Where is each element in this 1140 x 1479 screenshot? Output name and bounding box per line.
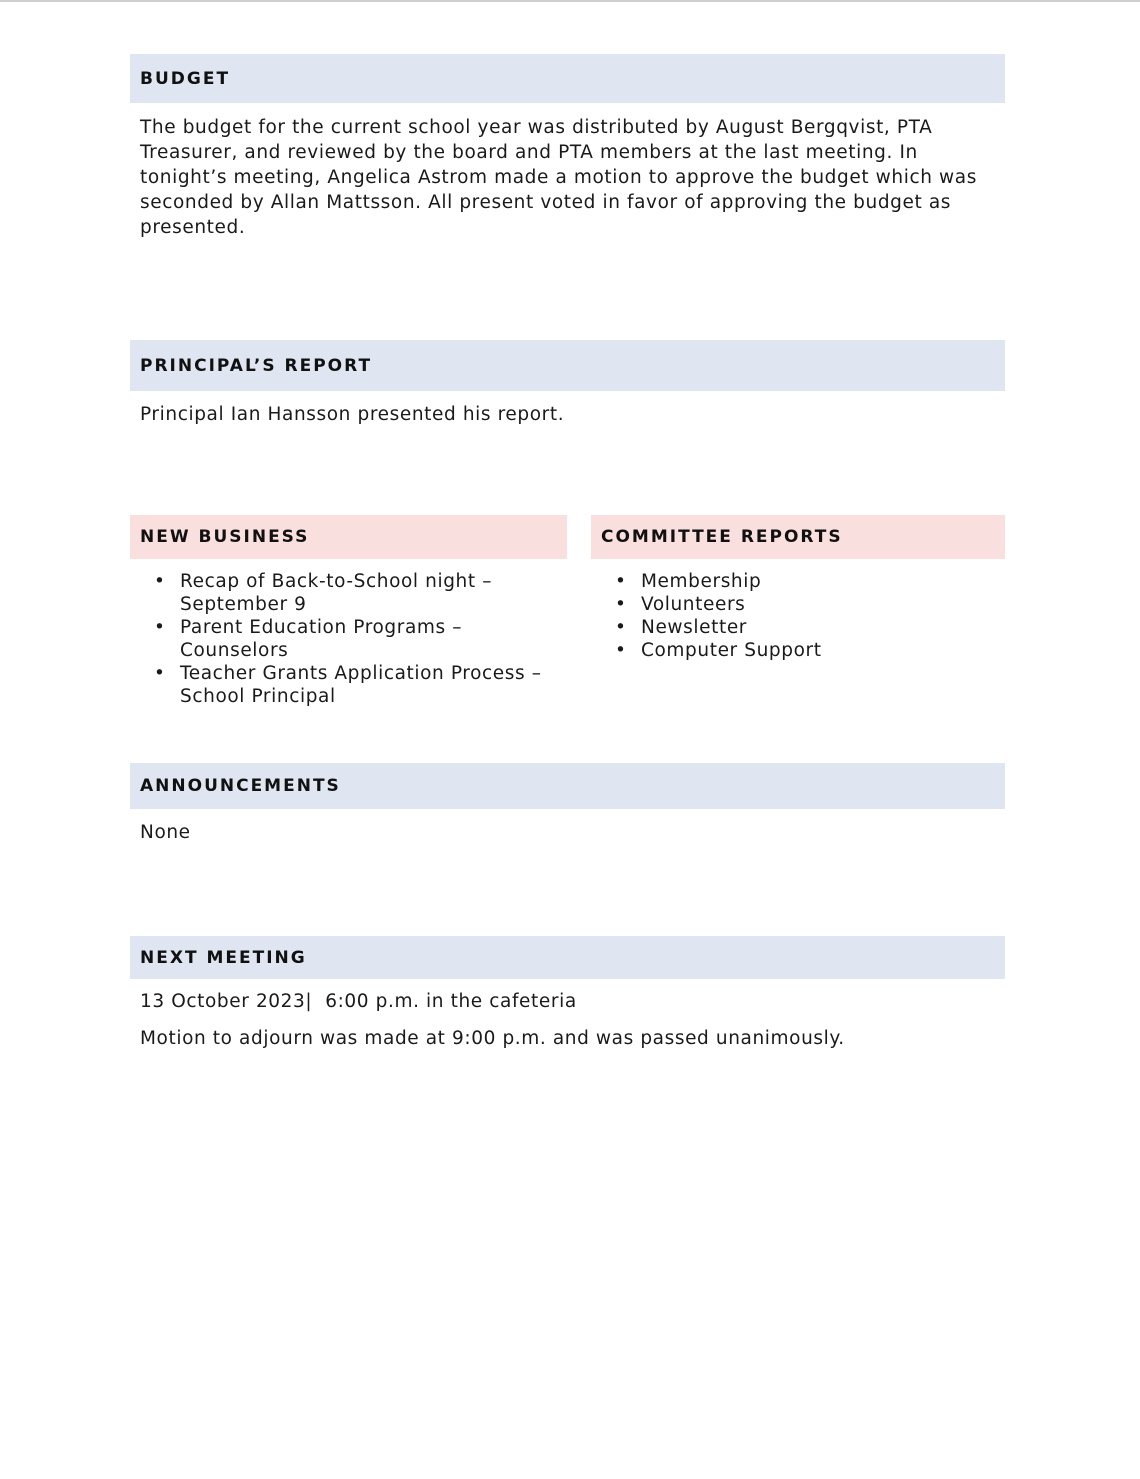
announcements-title: ANNOUNCEMENTS [140,776,341,796]
list-item-text: Membership [641,571,762,592]
list-item: • Volunteers [615,594,746,615]
committee-reports-title: COMMITTEE REPORTS [601,527,843,547]
list-item: • Parent Education Programs – Counselors [154,617,463,661]
announcements-header [130,763,1005,809]
committee-reports-header [591,515,1005,559]
principals-report-title: PRINCIPAL’S REPORT [140,355,373,376]
principals-report-header [130,340,1005,391]
list-item: • Recap of Back-to-School night – September 9 [154,571,493,615]
adjourn-text: Motion to adjourn was made at 9:00 p.m. and was passed unanimously. [140,1028,845,1049]
announcements-text: None [140,822,191,843]
new-business-header [130,515,567,559]
new-business-list [140,570,560,708]
list-item-text: Parent Education Programs – Counselors [180,617,463,661]
principals-report-text: Principal Ian Hansson presented his report. [140,404,565,425]
new-business-title: NEW BUSINESS [140,527,310,547]
next-meeting-title: NEXT MEETING [140,947,307,968]
list-item: • Teacher Grants Application Process – School Principal [154,663,542,707]
list-item-text: Newsletter [641,617,748,638]
next-meeting-header [130,936,1005,979]
budget-header [130,54,1005,103]
page-top-rule [0,0,1140,2]
budget-title: BUDGET [140,68,231,89]
list-item: • Newsletter [615,617,748,638]
list-item: • Computer Support [615,640,822,661]
list-item-text: Volunteers [641,594,746,615]
next-meeting-date: 13 October 2023| 6:00 p.m. in the cafeteria [140,991,577,1012]
list-item: • Membership [615,571,762,592]
list-item-text: Computer Support [641,640,822,661]
list-item-text: Recap of Back-to-School night – September 9 [180,571,493,615]
list-item-text: Teacher Grants Application Process – School Principal [180,663,542,707]
committee-reports-list [601,570,1001,662]
budget-text: The budget for the current school year was distributed by August Bergqvist, PTA Treasurer, and reviewed by the board and PTA members at the last meeting. In tonight’s meeting, Angelica Astrom made a motion to approve the budget which was seconded by Allan Mattsson. All present voted in favor of approving the budget as presented. [140,117,977,238]
